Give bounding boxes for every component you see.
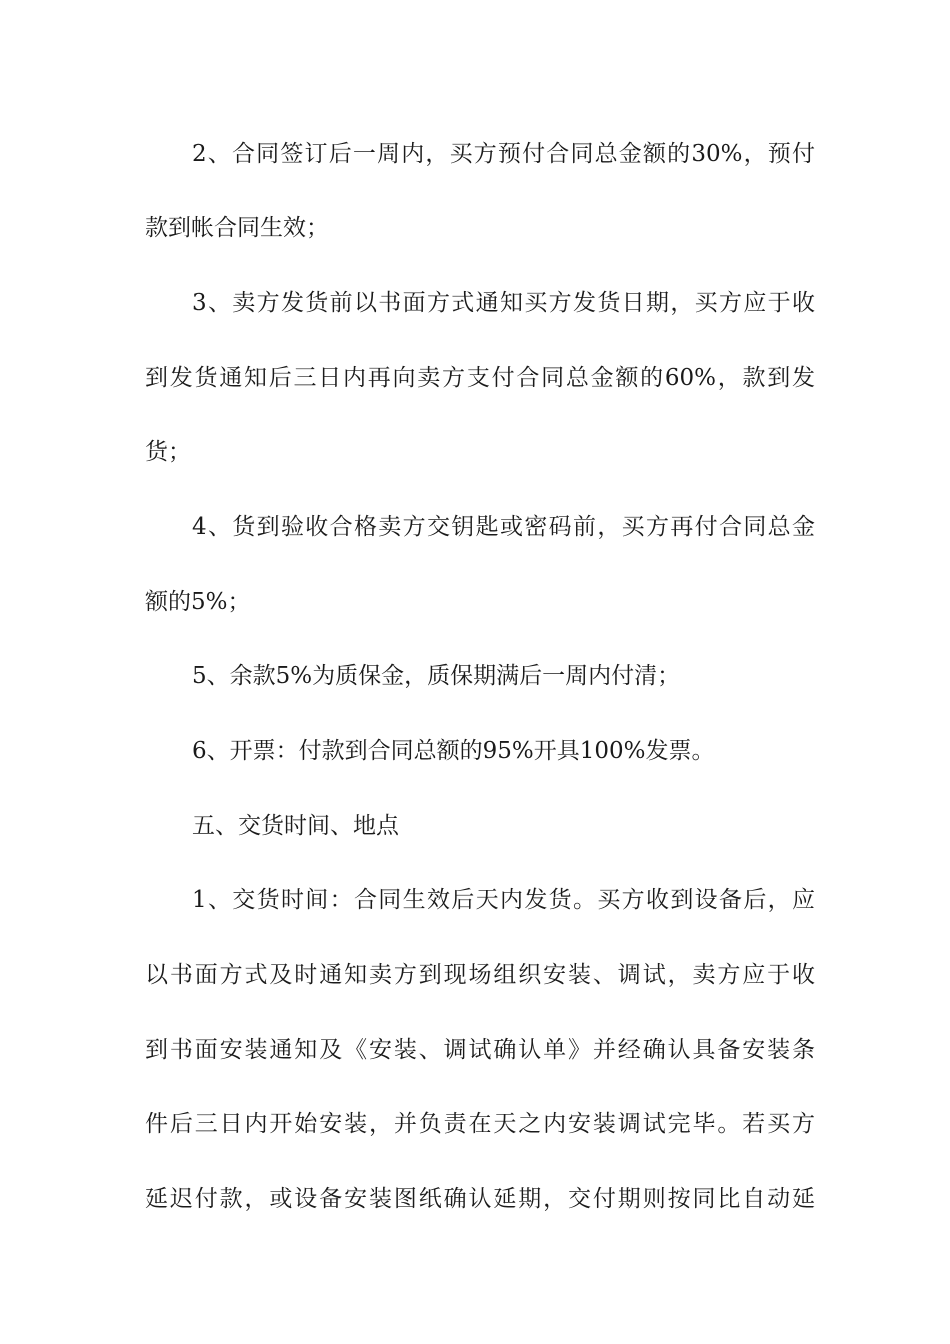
paragraph-line: 3、卖方发货前以书面方式通知买方发货日期，买方应于收 xyxy=(192,290,815,316)
paragraph-line: 2、合同签订后一周内，买方预付合同总金额的30%，预付 xyxy=(192,141,815,167)
section-heading: 五、交货时间、地点 xyxy=(192,813,399,839)
paragraph-line: 货； xyxy=(145,439,191,465)
paragraph-line: 5、余款5%为质保金，质保期满后一周内付清； xyxy=(192,663,681,689)
paragraph-line: 1、交货时间：合同生效后天内发货。买方收到设备后，应 xyxy=(192,887,815,913)
paragraph-line: 到发货通知后三日内再向卖方支付合同总金额的60%，款到发 xyxy=(145,365,815,391)
paragraph-line: 延迟付款，或设备安装图纸确认延期，交付期则按同比自动延 xyxy=(145,1186,815,1212)
paragraph-line: 额的5%； xyxy=(145,589,251,615)
paragraph-line: 6、开票：付款到合同总额的95%开具100%发票。 xyxy=(192,738,715,764)
paragraph-line: 件后三日内开始安装，并负责在天之内安装调试完毕。若买方 xyxy=(145,1111,815,1137)
paragraph-line: 以书面方式及时通知卖方到现场组织安装、调试，卖方应于收 xyxy=(145,962,815,988)
paragraph-line: 到书面安装通知及《安装、调试确认单》并经确认具备安装条 xyxy=(145,1037,815,1063)
paragraph-line: 款到帐合同生效； xyxy=(145,215,329,241)
paragraph-line: 4、货到验收合格卖方交钥匙或密码前，买方再付合同总金 xyxy=(192,514,815,540)
